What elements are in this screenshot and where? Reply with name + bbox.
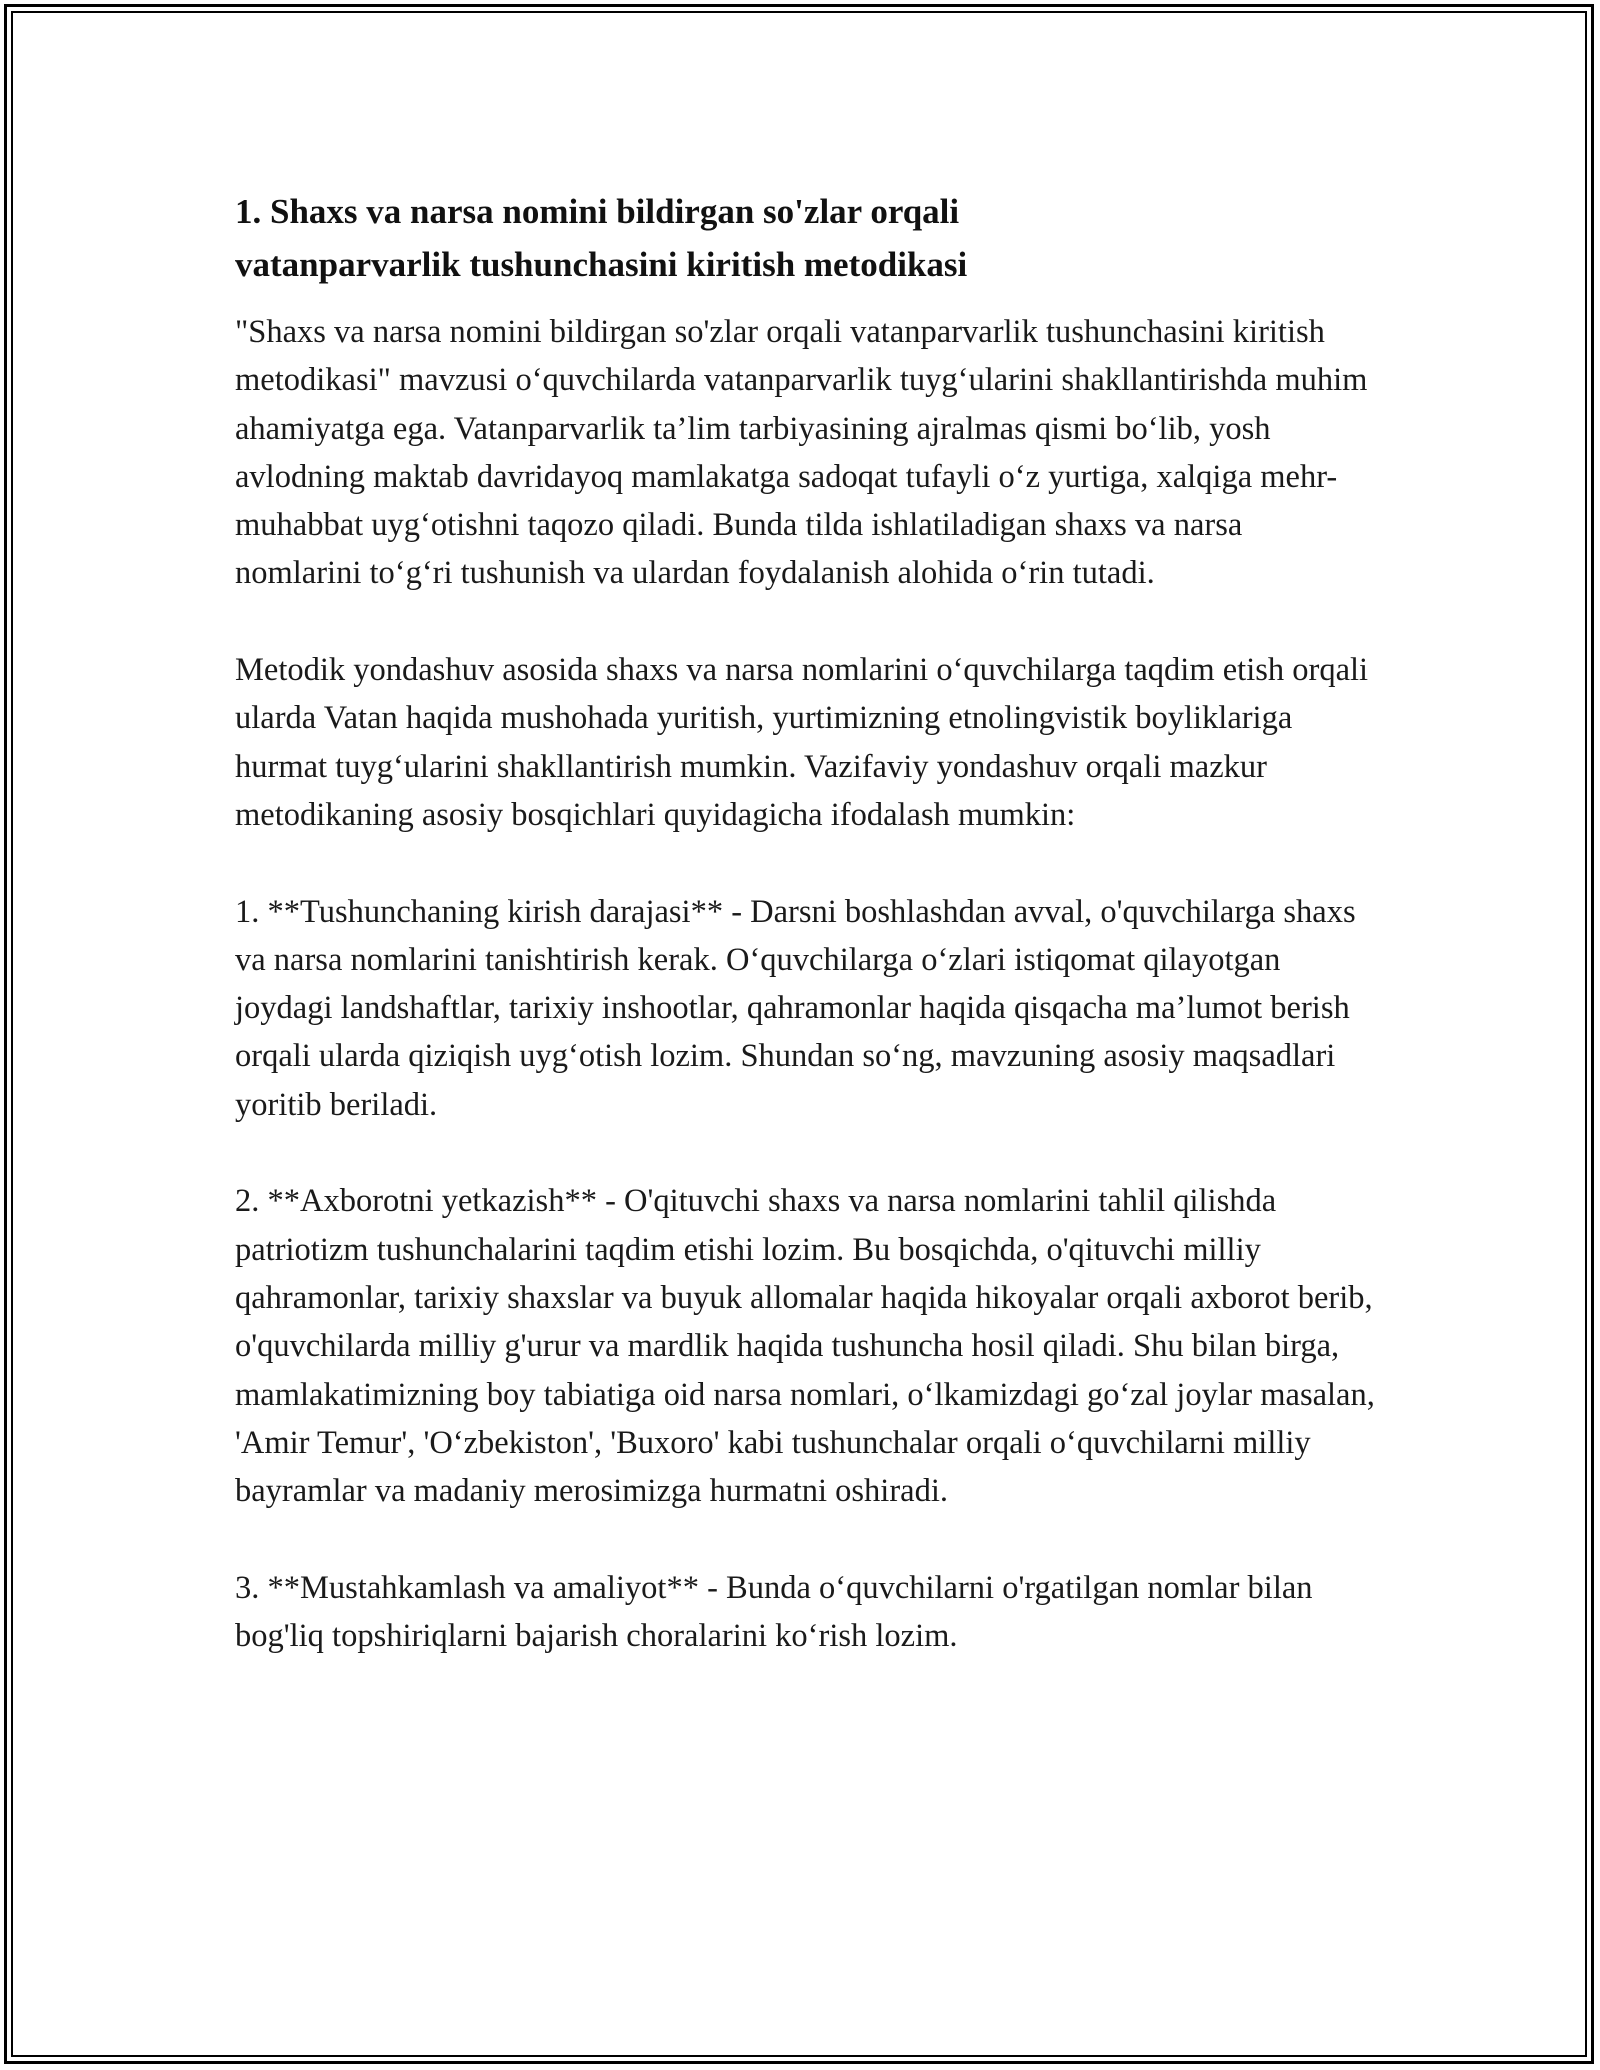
step-2-paragraph: 2. **Axborotni yetkazish** - O'qituvchi shaxs va narsa nomlarini tahlil qilishda patriotizm tushunchalarini taqdim etishi lozim. Bu bosqichda, o'qituvchi milliy qahramonlar, tarixiy shaxslar va buyuk allomalar haqida hikoyalar orqali axborot berib, o'quvchilarda milliy g'urur va mardlik haqida tushuncha hosil qiladi. Shu bilan birga, mamlakatimizning boy tabiatiga oid narsa nomlari, o‘lkamizdagi go‘zal joylar masalan, 'Amir Temur', 'O‘zbekiston', 'Buxoro' kabi tushunchalar orqali o‘quvchilarni milliy bayramlar va madaniy merosimizga hurmatni oshiradi. xyxy=(235,1183,1375,1510)
approach-paragraph: Metodik yondashuv asosida shaxs va narsa nomlarini o‘quvchilarga taqdim etish orqali ularda Vatan haqida mushohada yuritish, yurtimizning etnolingvistik boyliklariga hurmat tuyg‘ularini shakllantirish mumkin. Vazifaviy yondashuv orqali mazkur metodikaning asosiy bosqichlari quyidagicha ifodalash mumkin: xyxy=(235,652,1369,833)
document-title-line-2: vatanparvarlik tushunchasini kiritish metodikasi xyxy=(235,245,968,284)
intro-paragraph: "Shaxs va narsa nomini bildirgan so'zlar orqali vatanparvarlik tushunchasini kiritish metodikasi" mavzusi o‘quvchilarda vatanparvarlik tuyg‘ularini shakllantirishda muhim ahamiyatga ega. Vatanparvarlik ta’lim tarbiyasining ajralmas qismi bo‘lib, yosh avlodning maktab davridayoq mamlakatga sadoqat tufayli o‘z yurtiga, xalqiga mehr-muhabbat uyg‘otishni taqozo qiladi. Bunda tilda ishlatiladigan shaxs va narsa nomlarini to‘g‘ri tushunish va ulardan foydalanish alohida o‘rin tutadi. xyxy=(235,314,1368,592)
document-body xyxy=(235,185,1375,1660)
document-title xyxy=(235,185,1375,291)
step-1-paragraph: 1. **Tushunchaning kirish darajasi** - Darsni boshlashdan avval, o'quvchilarga shaxs va narsa nomlarini tanishtirish kerak. O‘quvchilarga o‘zlari istiqomat qilayotgan joydagi landshaftlar, tarixiy inshootlar, qahramonlar haqida qisqacha ma’lumot berish orqali ularda qiziqish uyg‘otish lozim. Shundan so‘ng, mavzuning asosiy maqsadlari yoritib beriladi. xyxy=(235,893,1356,1123)
document-title-line-1: 1. Shaxs va narsa nomini bildirgan so'zlar orqali xyxy=(235,192,960,231)
step-3-paragraph: 3. **Mustahkamlash va amaliyot** - Bunda o‘quvchilarni o'rgatilgan nomlar bilan bog'liq topshiriqlarni bajarish choralarini ko‘rish lozim. xyxy=(235,1569,1313,1655)
